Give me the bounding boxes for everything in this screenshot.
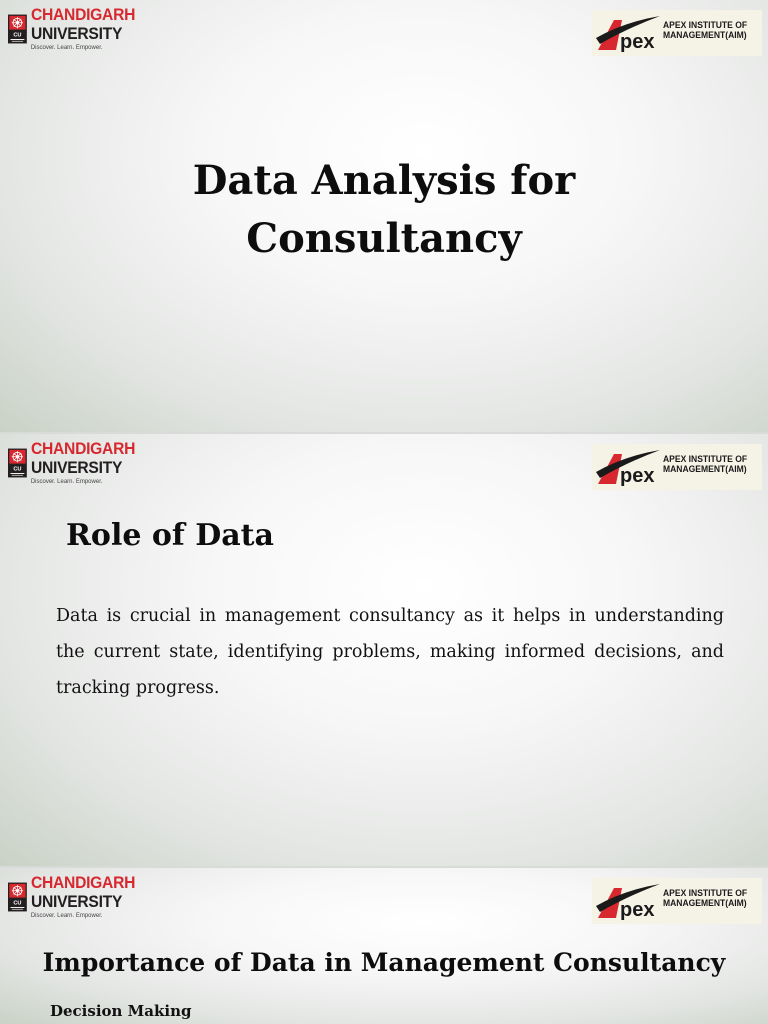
apex-institute-logo: [592, 444, 762, 490]
apex-institute-logo: [592, 878, 762, 924]
svg-text:CU: CU: [13, 32, 22, 39]
cu-name-line1: CHANDIGARH: [30, 439, 135, 458]
role-of-data-heading: Role of Data: [66, 518, 274, 553]
title-line-2: Consultancy: [246, 215, 522, 262]
chandigarh-university-logo: [8, 6, 144, 54]
slide-role-of-data: [0, 434, 768, 866]
title-line-1: Data Analysis for: [192, 157, 576, 204]
cu-emblem-icon: [8, 6, 27, 52]
cu-name-line1: CHANDIGARH: [30, 5, 135, 24]
role-of-data-paragraph: Data is crucial in management consultancy as it helps in understanding the current state, identifying problems, making informed decisions, and tracking progress.: [56, 606, 724, 698]
apex-line2: MANAGEMENT(AIM): [663, 464, 747, 475]
cu-tagline: Discover. Learn. Empower.: [30, 45, 103, 51]
svg-text:CU: CU: [13, 466, 22, 473]
svg-text:CU: CU: [13, 900, 22, 907]
cu-emblem-icon: [8, 440, 27, 486]
apex-institute-logo: [592, 10, 762, 56]
cu-name-line2: UNIVERSITY: [30, 24, 122, 43]
chandigarh-university-logo: [8, 440, 144, 488]
apex-mark-icon: [594, 14, 662, 54]
decision-making-subheading: Decision Making: [50, 1002, 192, 1020]
apex-line2: MANAGEMENT(AIM): [663, 898, 747, 909]
cu-tagline: Discover. Learn. Empower.: [30, 479, 103, 485]
svg-text:pex: pex: [620, 899, 655, 921]
cu-name-line2: UNIVERSITY: [30, 892, 122, 911]
slide-title: [0, 0, 768, 432]
chandigarh-university-logo: [8, 874, 144, 922]
apex-line1: APEX INSTITUTE OF: [663, 20, 748, 31]
cu-emblem-icon: [8, 874, 27, 920]
svg-text:pex: pex: [620, 465, 655, 487]
apex-line2: MANAGEMENT(AIM): [663, 30, 747, 41]
slide-importance-of-data: [0, 868, 768, 1024]
apex-mark-icon: [594, 448, 662, 488]
cu-name-line1: CHANDIGARH: [30, 873, 135, 892]
apex-line1: APEX INSTITUTE OF: [663, 454, 748, 465]
importance-heading: Importance of Data in Management Consultancy: [42, 948, 726, 977]
svg-text:pex: pex: [620, 31, 655, 53]
apex-mark-icon: [594, 882, 662, 922]
apex-line1: APEX INSTITUTE OF: [663, 888, 748, 899]
slide-title-heading: [0, 152, 768, 268]
cu-name-line2: UNIVERSITY: [30, 458, 122, 477]
cu-tagline: Discover. Learn. Empower.: [30, 913, 103, 919]
